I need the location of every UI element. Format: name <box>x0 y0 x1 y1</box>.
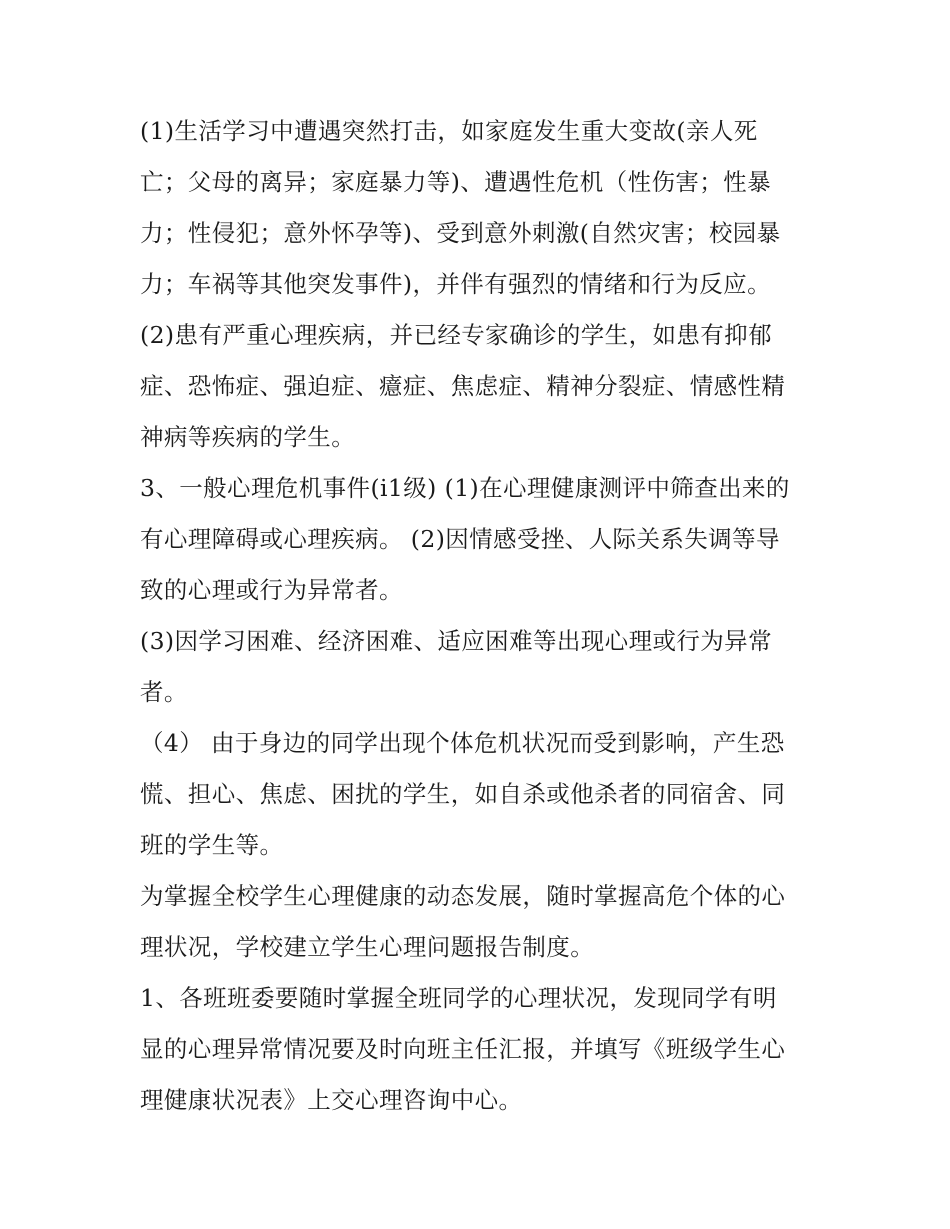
text-line: 症、恐怖症、强迫症、癔症、焦虑症、精神分裂症、情感性精 <box>140 372 786 400</box>
text-line: (1)生活学习中遭遇突然打击，如家庭发生重大变故(亲人死 <box>140 117 758 145</box>
text-line: 班的学生等。 <box>140 831 284 859</box>
text-line: 为掌握全校学生心理健康的动态发展，随时掌握高危个体的心 <box>140 882 786 910</box>
text-line: 显的心理异常情况要及时向班主任汇报，并填写《班级学生心 <box>140 1035 786 1063</box>
text-line: 慌、担心、焦虑、困扰的学生，如自杀或他杀者的同宿舍、同 <box>140 780 786 808</box>
text-line: (3)因学习困难、经济困难、适应困难等出现心理或行为异常 <box>140 627 772 655</box>
text-line: 者。 <box>140 678 188 706</box>
text-line: 亡；父母的离异；家庭暴力等)、遭遇性危机（性伤害；性暴 <box>140 168 771 196</box>
text-line: 致的心理或行为异常者。 <box>140 576 403 604</box>
text-line: 理健康状况表》上交心理咨询中心。 <box>140 1086 523 1114</box>
document-body <box>140 106 812 1126</box>
text-line: 神病等疾病的学生。 <box>140 423 356 451</box>
text-line: 3、一般心理危机事件(i1级) (1)在心理健康测评中筛查出来的 <box>140 474 790 502</box>
text-line: 理状况，学校建立学生心理问题报告制度。 <box>140 933 595 961</box>
text-line: 有心理障碍或心理疾病。 (2)因情感受挫、人际关系失调等导 <box>140 525 780 553</box>
text-line: 力；车祸等其他突发事件)，并伴有强烈的情绪和行为反应。 <box>140 270 771 298</box>
text-line: 力；性侵犯；意外怀孕等)、受到意外刺激(自然灾害；校园暴 <box>140 219 781 247</box>
text-line: （4） 由于身边的同学出现个体危机状况而受到影响，产生恐 <box>140 729 785 757</box>
text-line: 1、各班班委要随时掌握全班同学的心理状况，发现同学有明 <box>140 984 777 1012</box>
text-line: (2)患有严重心理疾病，并已经专家确诊的学生，如患有抑郁 <box>140 321 772 349</box>
